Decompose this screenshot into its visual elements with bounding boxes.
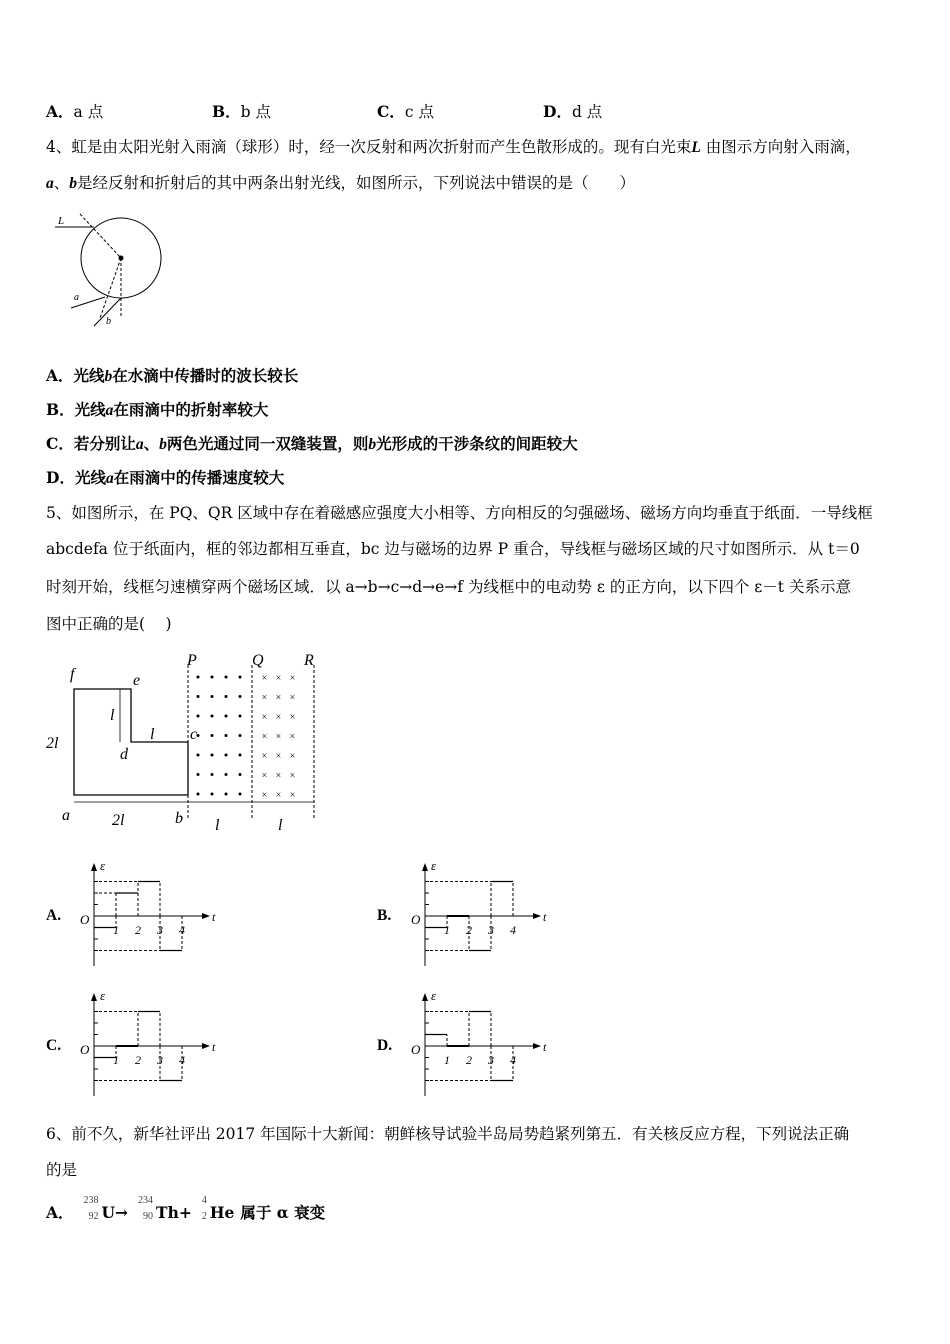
q5-line3: 时刻开始，线框匀速横穿两个磁场区域．以 a→b→c→d→e→f 为线框中的电动势 ε 的正方向，以下四个 ε－t 关系示意	[46, 578, 851, 596]
x-tick-label: 2	[466, 923, 472, 937]
origin-label: O	[80, 912, 90, 927]
field-cross: ×	[275, 751, 282, 762]
field-dot	[225, 715, 228, 718]
raindrop-figure	[40, 200, 180, 340]
y-axis-label: ε	[431, 988, 437, 1003]
normal-line	[80, 214, 121, 258]
text: 由图示方向射入雨滴，	[705, 138, 861, 156]
field-cross: ×	[261, 751, 268, 762]
dimension-label: l	[150, 726, 155, 743]
y-axis-label: ε	[100, 988, 106, 1003]
option-label: D．	[46, 468, 75, 487]
origin-label: O	[411, 912, 421, 927]
field-dot	[197, 773, 200, 776]
option-label: C．	[377, 102, 405, 121]
text: 光线	[74, 400, 106, 419]
field-dot	[211, 773, 214, 776]
atomic-number: 90	[143, 1211, 154, 1222]
text: 光形成的干涉条纹的间距较大	[376, 434, 578, 453]
field-dot	[197, 695, 200, 698]
dimension-label: 2l	[46, 735, 59, 752]
field-dot	[225, 793, 228, 796]
x-tick-label: 2	[135, 923, 141, 937]
mass-number: 4	[201, 1195, 207, 1206]
dimension-label: l	[278, 817, 283, 834]
field-cross: ×	[261, 790, 268, 801]
emf-graph-d[interactable]	[405, 990, 545, 1102]
field-dot	[239, 695, 242, 698]
option-text: 属于 α 衰变	[240, 1203, 326, 1222]
x-arrow	[202, 1043, 210, 1049]
field-cross: ×	[275, 790, 282, 801]
var: b	[368, 436, 377, 453]
q4-option-2	[46, 434, 578, 455]
q4-option-1	[46, 400, 268, 421]
label-b: b	[175, 810, 183, 827]
field-dot	[225, 734, 228, 737]
field-cross: ×	[289, 712, 296, 723]
field-dot	[239, 715, 242, 718]
field-dot	[225, 695, 228, 698]
text: 光线	[74, 468, 106, 487]
x-tick-label: 1	[113, 923, 119, 937]
x-tick-label: 4	[510, 923, 516, 937]
field-dot	[211, 793, 214, 796]
field-cross: ×	[261, 692, 268, 704]
text: 若分别让	[73, 434, 136, 453]
label-c: c	[190, 726, 198, 743]
text: 、	[53, 174, 70, 192]
field-cross: ×	[289, 770, 296, 782]
label-a: a	[62, 807, 70, 824]
label-Q: Q	[252, 652, 264, 669]
field-cross: ×	[261, 673, 268, 684]
label-b: b	[106, 316, 111, 327]
var-b: b	[69, 175, 78, 192]
q5-line1: 5、如图所示，在 PQ、QR 区域中存在着磁感应强度大小相等、方向相反的匀强磁场、磁场方向均垂直于纸面．一导线框	[46, 504, 873, 522]
isotope-numbers	[202, 1194, 207, 1223]
option-text: a 点	[73, 103, 104, 121]
x-tick-label: 1	[113, 1053, 119, 1067]
origin-label: O	[80, 1042, 90, 1057]
emf-graph-b[interactable]	[405, 860, 545, 972]
option-label: D．	[543, 102, 572, 121]
option-text: b 点	[240, 103, 271, 121]
uranium: U→	[101, 1203, 129, 1222]
label-a: a	[74, 292, 79, 303]
thorium-nuclide	[138, 1194, 192, 1223]
x-arrow	[202, 913, 210, 919]
text: 光线	[73, 366, 105, 385]
dimension-label: l	[110, 707, 115, 724]
var: a	[135, 436, 144, 453]
x-arrow	[533, 913, 541, 919]
x-tick-label: 4	[179, 923, 185, 937]
text: 、	[143, 434, 160, 453]
field-cross: ×	[261, 712, 268, 723]
field-dot	[239, 734, 242, 737]
field-cross: ×	[275, 731, 282, 743]
field-dot	[211, 754, 214, 757]
field-dot	[197, 754, 200, 757]
field-dot	[239, 773, 242, 776]
q4-option-0	[46, 366, 298, 387]
x-tick-label: 1	[444, 1053, 450, 1067]
x-tick-label: 3	[488, 1053, 494, 1067]
atomic-number: 2	[201, 1211, 207, 1222]
x-arrow	[533, 1043, 541, 1049]
var-a: a	[46, 175, 54, 192]
field-dot	[239, 793, 242, 796]
emf-graph-c[interactable]	[74, 990, 214, 1102]
label-R: R	[304, 652, 314, 669]
wire-frame-figure	[40, 645, 330, 835]
option-label: C．	[46, 434, 74, 453]
q5-line4: 图中正确的是( )	[46, 615, 172, 633]
x-tick-label: 2	[135, 1053, 141, 1067]
q6-option-a	[46, 1194, 325, 1223]
field-cross: ×	[289, 790, 296, 801]
option-label: B．	[46, 400, 75, 419]
field-dot	[211, 695, 214, 698]
graph-option-label: A.	[46, 907, 62, 924]
isotope-numbers	[138, 1194, 153, 1223]
y-arrow	[91, 863, 97, 871]
x-tick-label: 4	[510, 1053, 516, 1067]
mass-number: 234	[138, 1195, 154, 1206]
x-axis-label: t	[212, 1040, 216, 1054]
field-cross: ×	[275, 770, 282, 782]
x-tick-label: 2	[466, 1053, 472, 1067]
x-tick-label: 1	[444, 923, 450, 937]
field-dot	[197, 793, 200, 796]
dimension-label: l	[215, 817, 220, 834]
text: 两色光通过同一双缝装置，则	[166, 434, 369, 453]
center-dot	[119, 256, 124, 261]
field-cross: ×	[289, 692, 296, 704]
emf-graph-a[interactable]	[74, 860, 214, 972]
x-tick-label: 3	[157, 1053, 163, 1067]
q5-line2: abcdefa 位于纸面内，框的邻边都相互垂直，bc 边与磁场的边界 P 重合，导线框与磁场区域的尺寸如图所示．从 t＝0	[46, 540, 860, 558]
option-label: B．	[212, 102, 241, 121]
option-text: d 点	[571, 103, 603, 121]
field-cross: ×	[275, 712, 282, 723]
x-axis-label: t	[543, 1040, 547, 1054]
label-P: P	[187, 652, 197, 669]
option-label: A．	[46, 1203, 74, 1222]
q4-line1	[46, 137, 861, 158]
q6-line2: 的是	[46, 1161, 78, 1179]
option-2	[377, 102, 434, 122]
var: b	[159, 436, 167, 453]
uranium-nuclide	[84, 1194, 129, 1223]
q4-line2	[46, 173, 635, 194]
q4-option-3	[46, 468, 284, 489]
field-dot	[225, 773, 228, 776]
var: a	[105, 470, 114, 487]
field-cross: ×	[261, 731, 268, 743]
q6-line1: 6、前不久，新华社评出 2017 年国际十大新闻：朝鲜核导试验半岛局势趋紧列第五．有关核反应方程，下列说法正确	[46, 1125, 850, 1143]
graph-option-label: B.	[377, 907, 392, 924]
thorium: Th+	[156, 1203, 192, 1222]
y-axis-label: ε	[431, 858, 437, 873]
option-label: A．	[46, 366, 74, 385]
field-dot	[225, 676, 228, 679]
label-e: e	[133, 672, 141, 689]
atomic-number: 92	[88, 1211, 99, 1222]
option-3	[543, 102, 602, 122]
graph-option-label: C.	[46, 1037, 62, 1054]
helium-nuclide	[202, 1194, 235, 1223]
mass-number: 238	[83, 1195, 99, 1206]
isotope-numbers	[84, 1194, 99, 1223]
field-cross: ×	[289, 731, 296, 743]
y-arrow	[422, 863, 428, 871]
y-arrow	[91, 993, 97, 1001]
label-f: f	[70, 666, 75, 683]
field-dot	[211, 715, 214, 718]
option-1	[212, 102, 271, 122]
origin-label: O	[411, 1042, 421, 1057]
field-cross: ×	[275, 673, 282, 684]
field-cross: ×	[275, 692, 282, 704]
helium: He	[209, 1203, 235, 1222]
field-dot	[197, 676, 200, 679]
label-d: d	[120, 746, 128, 763]
field-dot	[211, 734, 214, 737]
text: 在水滴中传播时的波长较长	[112, 366, 299, 385]
y-axis-label: ε	[100, 858, 106, 873]
text: 在雨滴中的传播速度较大	[113, 468, 285, 487]
text: 4、虹是由太阳光射入雨滴（球形）时，经一次反射和两次折射而产生色散形成的。现有白光束	[46, 138, 692, 156]
field-cross: ×	[261, 770, 268, 782]
var: a	[105, 402, 114, 419]
dimension-label: 2l	[112, 812, 125, 829]
field-cross: ×	[289, 673, 296, 684]
y-arrow	[422, 993, 428, 1001]
option-label: A．	[46, 102, 74, 121]
field-dot	[239, 676, 242, 679]
var-L: L	[691, 139, 701, 156]
var: b	[104, 368, 113, 385]
field-dot	[211, 676, 214, 679]
graph-option-label: D.	[377, 1037, 393, 1054]
field-dot	[225, 754, 228, 757]
field-dot	[197, 715, 200, 718]
field-cross: ×	[289, 751, 296, 762]
x-axis-label: t	[212, 910, 216, 924]
x-tick-label: 3	[488, 923, 494, 937]
label-L: L	[58, 215, 65, 227]
x-tick-label: 4	[179, 1053, 185, 1067]
x-tick-label: 3	[157, 923, 163, 937]
text: 在雨滴中的折射率较大	[113, 400, 269, 419]
option-text: c 点	[404, 103, 434, 121]
option-0	[46, 102, 103, 122]
text: 是经反射和折射后的其中两条出射光线，如图所示，下列说法中错误的是（ ）	[77, 174, 636, 192]
x-axis-label: t	[543, 910, 547, 924]
field-dot	[239, 754, 242, 757]
